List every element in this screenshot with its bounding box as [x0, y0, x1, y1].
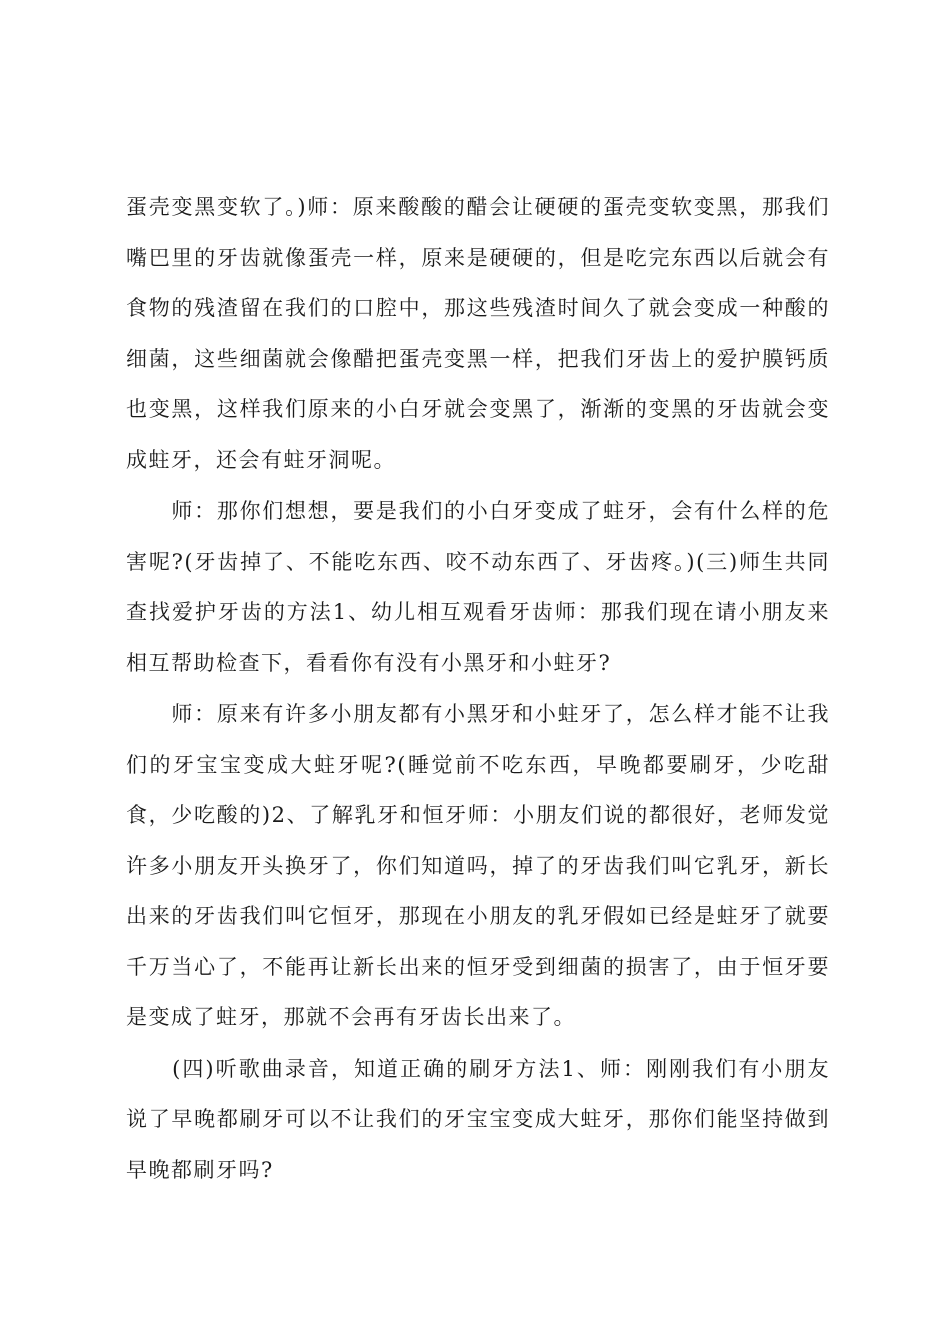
text-line: (四)听歌曲录音，知道正确的刷牙方法1、师：刚刚我们有小朋友	[126, 1056, 830, 1081]
text-line: 许多小朋友开头换牙了，你们知道吗，掉了的牙齿我们叫它乳牙，新长	[126, 853, 830, 878]
text-line: 是变成了蛀牙，那就不会再有牙齿长出来了。	[126, 1005, 576, 1029]
paragraph-3	[126, 689, 830, 1043]
text-line: 嘴巴里的牙齿就像蛋壳一样，原来是硬硬的，但是吃完东西以后就会有	[126, 245, 830, 270]
text-line: 出来的牙齿我们叫它恒牙，那现在小朋友的乳牙假如已经是蛀牙了就要	[126, 904, 830, 928]
text-line: 们的牙宝宝变成大蛀牙呢?(睡觉前不吃东西，早晚都要刷牙，少吃甜	[126, 752, 830, 777]
text-line: 也变黑，这样我们原来的小白牙就会变黑了，渐渐的变黑的牙齿就会变	[126, 397, 830, 421]
text-line: 师：原来有许多小朋友都有小黑牙和小蛀牙了，怎么样才能不让我	[126, 702, 830, 726]
text-line: 师：那你们想想，要是我们的小白牙变成了蛀牙，会有什么样的危	[126, 499, 830, 523]
text-line: 查找爱护牙齿的方法1、幼儿相互观看牙齿师：那我们现在请小朋友来	[126, 600, 830, 624]
paragraph-4	[126, 1044, 830, 1196]
text-line: 相互帮助检查下，看看你有没有小黑牙和小蛀牙?	[126, 650, 612, 675]
text-line: 细菌，这些细菌就会像醋把蛋壳变黑一样，把我们牙齿上的爱护膜钙质	[126, 346, 830, 371]
paragraph-1	[126, 182, 830, 485]
text-line: 说了早晚都刷牙可以不让我们的牙宝宝变成大蛀牙，那你们能坚持做到	[126, 1107, 830, 1131]
text-line: 害呢?(牙齿掉了、不能吃东西、咬不动东西了、牙齿疼。)(三)师生共同	[126, 549, 830, 574]
paragraph-2	[126, 486, 830, 688]
text-line: 千万当心了，不能再让新长出来的恒牙受到细菌的损害了，由于恒牙要	[126, 954, 830, 979]
document-body	[126, 182, 830, 1196]
text-line: 早晚都刷牙吗?	[126, 1157, 274, 1182]
text-line: 蛋壳变黑变软了。)师：原来酸酸的醋会让硬硬的蛋壳变软变黑，那我们	[126, 195, 830, 219]
text-line: 食，少吃酸的)2、了解乳牙和恒牙师：小朋友们说的都很好，老师发觉	[126, 803, 830, 827]
text-line: 食物的残渣留在我们的口腔中，那这些残渣时间久了就会变成一种酸的	[126, 296, 830, 320]
text-line: 成蛀牙，还会有蛀牙洞呢。	[126, 447, 396, 472]
